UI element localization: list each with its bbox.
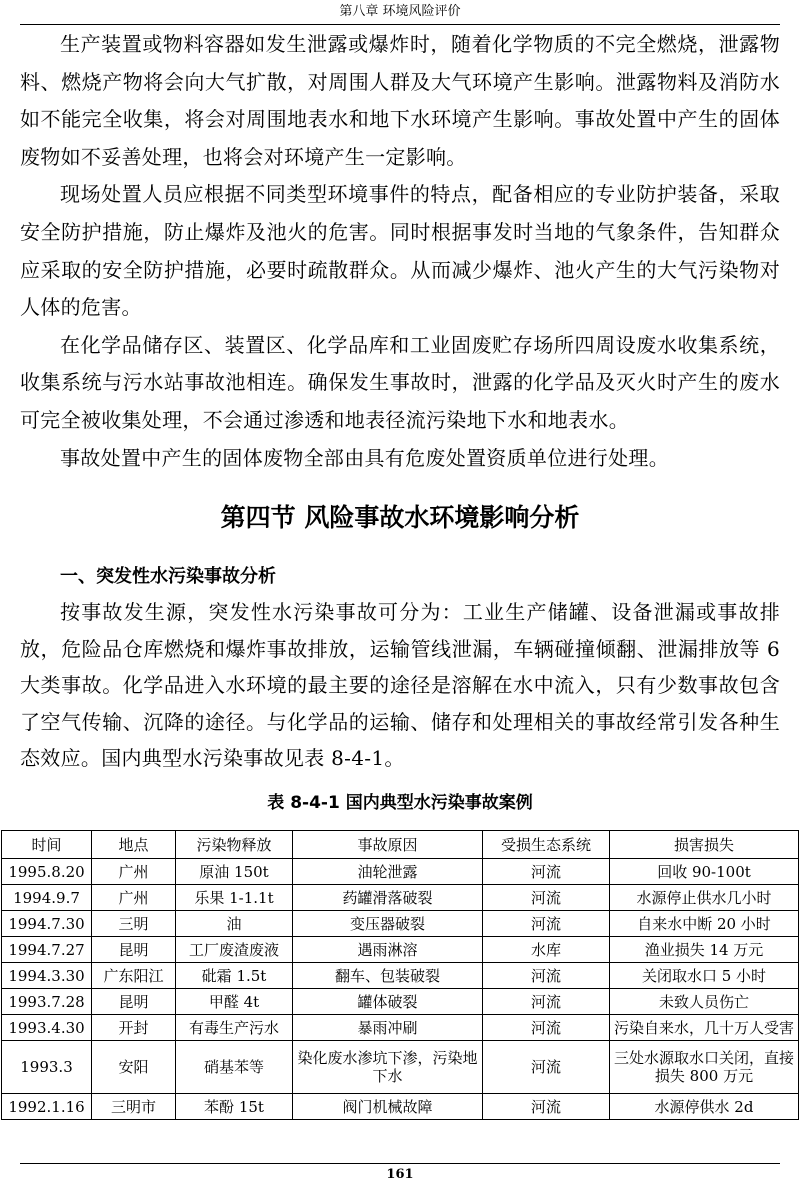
table-cell: 自来水中断 20 小时 xyxy=(610,911,799,937)
table-cell: 水源停供水 2d xyxy=(610,1094,799,1120)
table-cell: 水库 xyxy=(483,937,610,963)
table-cell: 1994.3.30 xyxy=(2,963,92,989)
subheading: 一、突发性水污染事故分析 xyxy=(60,566,276,587)
table-cell: 遇雨淋溶 xyxy=(293,937,483,963)
table-cell: 广州 xyxy=(92,859,176,885)
table-row xyxy=(2,963,799,989)
table-cell: 有毒生产污水 xyxy=(176,1015,293,1041)
table-cell: 河流 xyxy=(483,1015,610,1041)
body-text-bottom xyxy=(20,594,780,777)
table-cell: 暴雨冲刷 xyxy=(293,1015,483,1041)
table-row xyxy=(2,989,799,1015)
table-cell: 广东阳江 xyxy=(92,963,176,989)
table-cell: 河流 xyxy=(483,989,610,1015)
table-cell: 三明市 xyxy=(92,1094,176,1120)
page-number: 161 xyxy=(386,1167,414,1182)
table-cell: 罐体破裂 xyxy=(293,989,483,1015)
table-cell: 1994.9.7 xyxy=(2,885,92,911)
table-row xyxy=(2,911,799,937)
table-cell: 河流 xyxy=(483,1041,610,1094)
table-cell: 油 xyxy=(176,911,293,937)
table-cell: 甲醛 4t xyxy=(176,989,293,1015)
accident-table xyxy=(1,830,799,1120)
column-header: 时间 xyxy=(2,831,92,859)
table-cell: 1992.1.16 xyxy=(2,1094,92,1120)
table-row xyxy=(2,1015,799,1041)
table-row xyxy=(2,1094,799,1120)
table-caption: 表 8-4-1 国内典型水污染事故案例 xyxy=(267,793,533,813)
table-cell: 变压器破裂 xyxy=(293,911,483,937)
table-cell: 1995.8.20 xyxy=(2,859,92,885)
table-row xyxy=(2,1041,799,1094)
body-text-top xyxy=(20,26,780,477)
table-cell: 河流 xyxy=(483,885,610,911)
table-cell: 1993.7.28 xyxy=(2,989,92,1015)
table-row xyxy=(2,885,799,911)
table-cell: 河流 xyxy=(483,859,610,885)
table-cell: 染化废水渗坑下渗，污染地下水 xyxy=(293,1041,483,1094)
table-cell: 1993.4.30 xyxy=(2,1015,92,1041)
paragraph: 在化学品储存区、装置区、化学品库和工业固废贮存场所四周设废水收集系统，收集系统与污水站事故池相连。确保发生事故时，泄露的化学品及灭火时产生的废水可完全被收集处理，不会通过渗透和地表径流污染地下水和地表水。 xyxy=(20,332,780,432)
table-cell: 乐果 1-1.1t xyxy=(176,885,293,911)
table-cell: 工厂废渣废液 xyxy=(176,937,293,963)
column-header: 损害损失 xyxy=(610,831,799,859)
column-header: 事故原因 xyxy=(293,831,483,859)
table-header-row xyxy=(2,831,799,859)
table-cell: 河流 xyxy=(483,963,610,989)
table-cell: 1994.7.27 xyxy=(2,937,92,963)
table-cell: 开封 xyxy=(92,1015,176,1041)
table-cell: 阀门机械故障 xyxy=(293,1094,483,1120)
table-cell: 硝基苯等 xyxy=(176,1041,293,1094)
table-cell: 三处水源取水口关闭，直接损失 800 万元 xyxy=(610,1041,799,1094)
column-header: 污染物释放 xyxy=(176,831,293,859)
page-header xyxy=(20,2,780,25)
paragraph: 事故处置中产生的固体废物全部由具有危废处置资质单位进行处理。 xyxy=(60,445,669,470)
table-cell: 油轮泄露 xyxy=(293,859,483,885)
section-title: 第四节 风险事故水环境影响分析 xyxy=(220,503,580,532)
table-cell: 1993.3 xyxy=(2,1041,92,1094)
table-cell: 翻车、包装破裂 xyxy=(293,963,483,989)
table-cell: 污染自来水，几十万人受害 xyxy=(610,1015,799,1041)
table-cell: 药罐滑落破裂 xyxy=(293,885,483,911)
table-cell: 苯酚 15t xyxy=(176,1094,293,1120)
table-cell: 河流 xyxy=(483,1094,610,1120)
table-cell: 回收 90-100t xyxy=(610,859,799,885)
table-row xyxy=(2,937,799,963)
paragraph: 生产装置或物料容器如发生泄露或爆炸时，随着化学物质的不完全燃烧，泄露物料、燃烧产物将会向大气扩散，对周围人群及大气环境产生影响。泄露物料及消防水如不能完全收集，将会对周围地表水和地下水环境产生影响。事故处置中产生的固体废物如不妥善处理，也将会对环境产生一定影响。 xyxy=(20,32,780,169)
paragraph: 按事故发生源，突发性水污染事故可分为：工业生产储罐、设备泄漏或事故排放，危险品仓库燃烧和爆炸事故排放，运输管线泄漏，车辆碰撞倾翻、泄漏排放等 6 大类事故。化学品进入水环境的最主要的途径是溶解在水中流入，只有少数事故包含了空气传输、沉降的途径。与化学品的运输、储存和处理相关的事故经常引发各种生态效应。国内典型水污染事故见表 8-4-1。 xyxy=(20,600,780,771)
paragraph: 现场处置人员应根据不同类型环境事件的特点，配备相应的专业防护装备，采取安全防护措施，防止爆炸及池火的危害。同时根据事发时当地的气象条件，告知群众应采取的安全防护措施，必要时疏散群众。从而减少爆炸、池火产生的大气污染物对人体的危害。 xyxy=(20,182,780,320)
chapter-title: 第八章 环境风险评价 xyxy=(339,4,461,19)
table-cell: 昆明 xyxy=(92,989,176,1015)
table-cell: 三明 xyxy=(92,911,176,937)
table-cell: 未致人员伤亡 xyxy=(610,989,799,1015)
table-cell: 砒霜 1.5t xyxy=(176,963,293,989)
table-cell: 渔业损失 14 万元 xyxy=(610,937,799,963)
table-cell: 安阳 xyxy=(92,1041,176,1094)
table-row xyxy=(2,859,799,885)
table-cell: 河流 xyxy=(483,911,610,937)
table-cell: 原油 150t xyxy=(176,859,293,885)
table-cell: 水源停止供水几小时 xyxy=(610,885,799,911)
table-cell: 昆明 xyxy=(92,937,176,963)
table-cell: 关闭取水口 5 小时 xyxy=(610,963,799,989)
footer-divider xyxy=(20,1163,780,1164)
table-cell: 1994.7.30 xyxy=(2,911,92,937)
column-header: 地点 xyxy=(92,831,176,859)
table-cell: 广州 xyxy=(92,885,176,911)
column-header: 受损生态系统 xyxy=(483,831,610,859)
